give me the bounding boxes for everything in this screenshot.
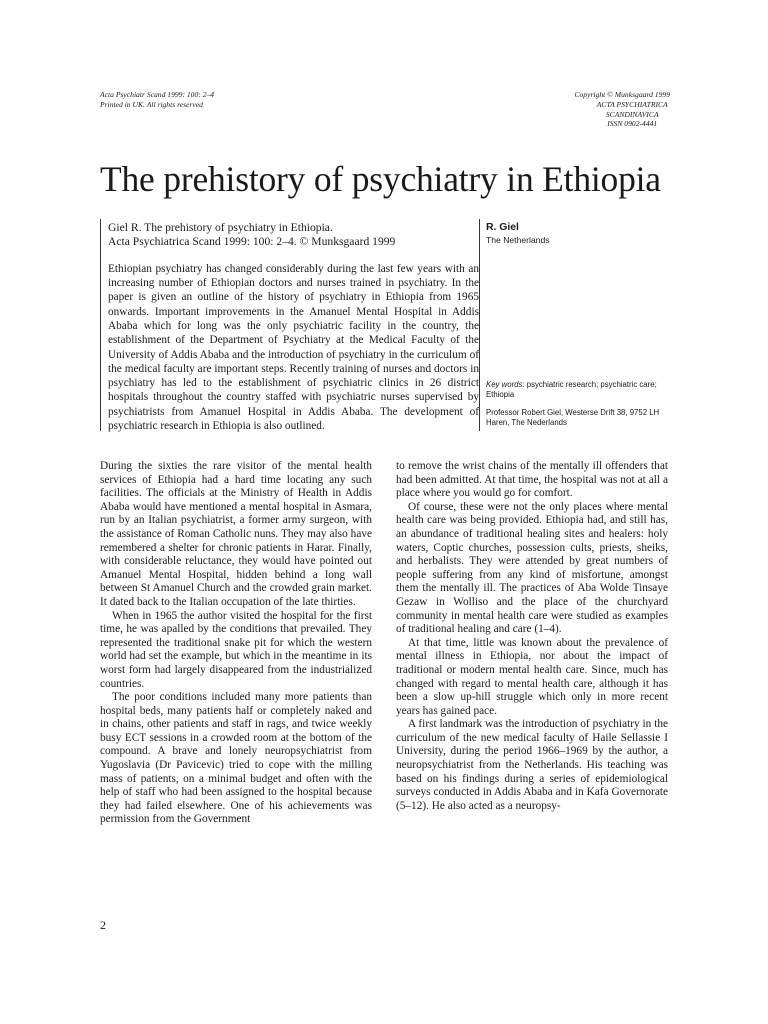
body-paragraph: to remove the wrist chains of the mentally ill offenders that had been admitted. At that time, the hospital was not at all a place where you would go for comfort.: [396, 460, 668, 500]
body-paragraph: Of course, these were not the only places where mental health care was being provided. Ethiopia had, and still has, an abundance of traditional healing sites and healers: holy waters, Coptic churches, possession cults, priests, sheiks, and herbalists. They were attended by great numbers of people suffering from any kind of misfortune, amongst them the mentally ill. The practices of Aba Wolde Tinsaye Gezaw in Wolliso and the place of the churchyard community in mental health care were studied as examples of traditional healing and care (1–4).: [396, 500, 668, 636]
copyright-line: Copyright © Munksgaard 1999: [574, 90, 670, 99]
keywords: [486, 380, 678, 400]
copyright-header: [574, 90, 670, 129]
body-paragraph: A first landmark was the introduction of psychiatry in the curriculum of the new medical faculty of Haile Sellassie I University, during the period 1966–1969 by the author, a neuropsychiatrist from the Netherlands. His teaching was based on his findings during a series of epidemiological surveys conducted in Addis Ababa and in Kafa Governorate (5–12). He also acted as a neuropsy-: [396, 718, 668, 812]
correspondence-address: Professor Robert Giel, Westerse Drift 38, 9752 LH Haren, The Nederlands: [486, 408, 660, 428]
abstract-citation-line1: Giel R. The prehistory of psychiatry in Ethiopia.: [108, 221, 333, 234]
rights-line: Printed in UK. All rights reserved: [100, 100, 203, 109]
abstract-box: [100, 219, 480, 431]
author-country: The Netherlands: [486, 235, 550, 245]
article-title: The prehistory of psychiatry in Ethiopia: [100, 159, 661, 199]
body-paragraph: When in 1965 the author visited the hospital for the first time, he was apalled by the conditions that prevailed. They represented the traditional snake pit for which the western world had set the example, but which in the meantime in its worst form had largely disappeared from the industrialized countries.: [100, 609, 372, 690]
keywords-label: Key words:: [486, 380, 525, 389]
journal-name-line2: SCANDINAVICA: [605, 109, 659, 119]
author-name: R. Giel: [486, 222, 519, 233]
body-paragraph: At that time, little was known about the prevalence of mental illness in Ethiopia, nor about the impact of traditional or modern mental health care. Since, much has changed with regard to mental health care, although it has been a slow up-hill struggle which only in more recent years has gained pace.: [396, 636, 668, 717]
page-number: 2: [100, 918, 106, 932]
body-column-right: [396, 460, 668, 813]
abstract-text: Ethiopian psychiatry has changed considerably during the last few years with an increasing number of Ethiopian doctors and nurses trained in psychiatry. In the paper is given an outline of the history of psychiatry in Ethiopia from 1965 onwards. Important improvements in the Amanuel Mental Hospital in Addis Ababa which for long was the only psychiatric facility in the country, the establishment of the Department of Psychiatry at the Medical Faculty of the University of Addis Ababa and the introduction of psychiatry in the curriculum of the medical faculty are important steps. Recently training of nurses and doctors in psychiatry has led to the establishment of psychiatric clinics in 26 district hospitals throughout the country staffed with psychiatric nurses supervised by psychiatrists from Amanuel Hospital in Addis Ababa. The development of psychiatric research in Ethiopia is also outlined.: [108, 262, 479, 433]
journal-citation-line: Acta Psychiatr Scand 1999: 100: 2–4: [100, 90, 215, 99]
author-block: [486, 221, 676, 246]
keywords-text: psychiatric research; psychiatric care; Ethiopia: [486, 380, 657, 399]
issn-line: ISSN 0902-4441: [607, 119, 658, 129]
abstract-citation-line2: Acta Psychiatrica Scand 1999: 100: 2–4. © Munksgaard 1999: [108, 235, 396, 249]
journal-name-line1: ACTA PSYCHIATRICA: [596, 100, 668, 110]
body-paragraph: The poor conditions included many more patients than hospital beds, many patients half or completely naked and in chains, other patients and staff in rags, and twice weekly busy ECT sessions in a crowded room at the bottom of the compound. A brave and lonely neuropsychiatrist from Yugoslavia (Dr Pavicevic) tried to cope with the milling mass of patients, on a minimal budget and often with the help of staff who had been assigned to the hospital because they had failed elsewhere. One of his achievements was permission from the Government: [100, 691, 372, 826]
body-paragraph: During the sixties the rare visitor of the mental health services of Ethiopia had a hard time locating any such facilities. The officials at the Ministry of Health in Addis Ababa would have mentioned a mental hospital in Asmara, run by an Italian psychiatrist, a former army surgeon, with the assistance of Roman Catholic nuns. They may also have remembered a shelter for chronic patients in Harar. Finally, with considerable reluctance, they would have pointed out Amanuel Mental Hospital, hidden behind a long wall between St Amanuel Church and the crowded grain market. It dated back to the Italian occupation of the late thirties.: [100, 460, 372, 608]
body-column-left: [100, 460, 372, 827]
abstract-citation: [108, 221, 479, 250]
journal-citation-header: [100, 90, 214, 110]
